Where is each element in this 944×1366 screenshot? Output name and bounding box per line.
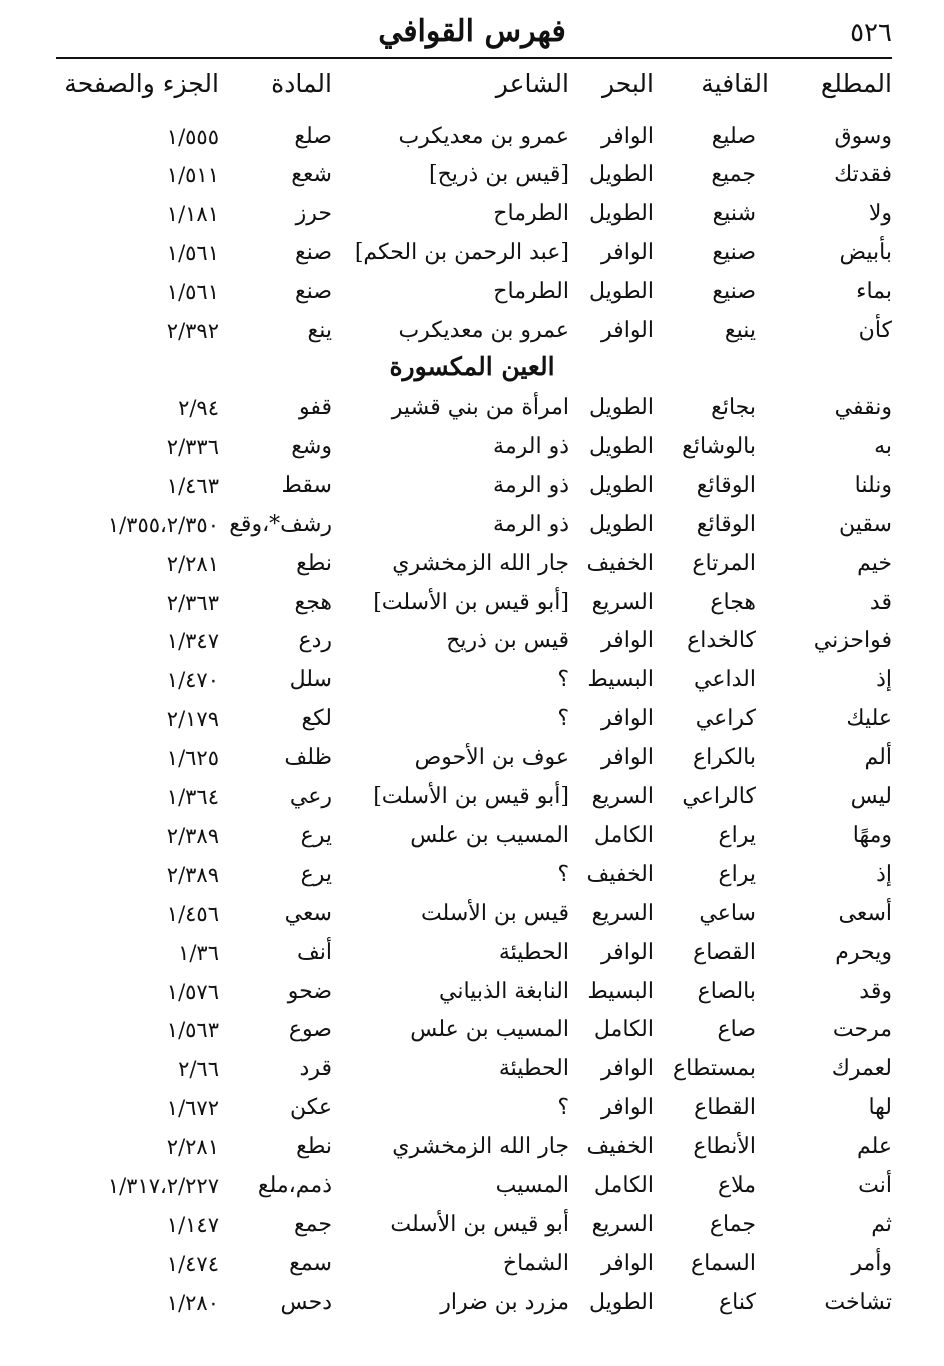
cell-page: ١/٥١١ [166, 163, 219, 187]
table-row [0, 780, 944, 818]
cell-page: ١/٥٦١ [166, 241, 219, 265]
cell-madda: وشع [291, 433, 332, 459]
column-header-page: الجزء والصفحة [64, 69, 219, 98]
table-row [0, 236, 944, 274]
table-row [0, 197, 944, 235]
cell-madda: سمع [289, 1250, 332, 1276]
cell-page: ١/٥٦٣ [166, 1018, 219, 1043]
cell-shaer: ؟ [557, 667, 569, 693]
table-row [0, 624, 944, 662]
table-row [0, 586, 944, 624]
cell-madda: نطع [296, 1134, 332, 1160]
cell-shaer: امرأة من بني قشير [391, 395, 569, 420]
table-row [0, 547, 944, 585]
cell-qafiya: كالراعي [682, 784, 756, 809]
table-row [0, 508, 944, 546]
cell-qafiya: صليع [711, 124, 756, 149]
cell-page: ٢/٢٨١ [166, 1135, 219, 1160]
cell-page: ١/٤٦٣ [166, 473, 219, 498]
cell-qafiya: يراع [718, 822, 756, 848]
page-title: فهرس القوافي [378, 14, 566, 49]
cell-madda: نطع [296, 550, 332, 576]
cell-shaer: ذو الرمة [493, 472, 569, 498]
table-row [0, 1013, 944, 1051]
table-row [0, 314, 944, 352]
cell-matla: به [874, 433, 892, 459]
table-row [0, 741, 944, 779]
table-row [0, 120, 944, 158]
cell-bahr: الطويل [588, 162, 654, 187]
cell-qafiya: الأنطاع [693, 1134, 756, 1160]
cell-qafiya: يراع [718, 861, 756, 887]
cell-page: ٢/٩٤ [178, 396, 219, 420]
cell-shaer: أبو قيس بن الأسلت [390, 1211, 569, 1237]
table-row [0, 391, 944, 429]
cell-shaer: جار الله الزمخشري [392, 550, 569, 576]
cell-shaer: قيس بن ذريح [446, 628, 569, 654]
cell-page: ١/٥٦١ [166, 280, 219, 304]
cell-madda: ظلف [284, 745, 332, 771]
cell-shaer: ؟ [557, 861, 569, 887]
cell-shaer: [قيس بن ذريح] [429, 162, 569, 187]
cell-page: ٢/٦٦ [178, 1057, 219, 1082]
cell-qafiya: ينيع [724, 318, 756, 343]
cell-madda: صنع [294, 279, 332, 304]
cell-bahr: الطويل [588, 201, 654, 226]
cell-page: ١/٣٤٧ [166, 629, 219, 654]
cell-bahr: السريع [591, 900, 654, 926]
cell-matla: ونقفي [834, 395, 892, 420]
cell-madda: سعي [284, 900, 332, 926]
cell-madda: قفو [298, 395, 332, 420]
cell-madda: جمع [293, 1211, 332, 1237]
cell-matla: كأن [858, 318, 892, 343]
cell-shaer: النابغة الذبياني [439, 978, 569, 1004]
cell-page: ١/٤٥٦ [166, 901, 219, 926]
cell-bahr: الخفيف [586, 1134, 654, 1160]
table-row [0, 1091, 944, 1129]
section-heading: العين المكسورة [389, 352, 555, 381]
cell-shaer: الحطيئة [498, 939, 569, 965]
table-row [0, 1052, 944, 1090]
cell-bahr: الوافر [601, 240, 654, 265]
cell-qafiya: بالكراع [692, 745, 756, 771]
cell-qafiya: المرتاع [692, 550, 756, 576]
cell-page: ١/١٤٧ [166, 1212, 219, 1237]
cell-matla: عليك [846, 706, 892, 732]
cell-bahr: الوافر [601, 628, 654, 654]
cell-shaer: عوف بن الأحوص [414, 745, 569, 771]
cell-matla: ليس [850, 784, 892, 809]
table-row [0, 158, 944, 196]
table-row [0, 1130, 944, 1168]
cell-page: ٢/٣٨٩ [166, 862, 219, 887]
cell-matla: أسعى [838, 900, 892, 926]
column-header-qafiya: القافية [701, 69, 769, 98]
cell-bahr: الطويل [588, 433, 654, 459]
cell-qafiya: الداعي [694, 667, 756, 693]
table-row [0, 702, 944, 740]
cell-madda: ردع [298, 628, 332, 654]
table-row [0, 819, 944, 857]
cell-shaer: [عبد الرحمن بن الحكم] [354, 240, 569, 265]
cell-bahr: الوافر [601, 124, 654, 149]
cell-bahr: الخفيف [586, 861, 654, 887]
cell-page: ١/١٨١ [166, 202, 219, 226]
cell-madda: ضحو [287, 978, 332, 1004]
cell-shaer: الطرماح [493, 279, 569, 304]
table-row [0, 663, 944, 701]
cell-shaer: مزرد بن ضرار [440, 1289, 569, 1315]
cell-madda: رعي [289, 784, 332, 809]
cell-shaer: عمرو بن معديكرب [398, 318, 569, 343]
cell-page: ١/٥٥٥ [166, 125, 219, 149]
cell-qafiya: هجاع [710, 589, 756, 615]
cell-bahr: السريع [591, 784, 654, 809]
cell-shaer: ؟ [557, 706, 569, 732]
table-row [0, 897, 944, 935]
cell-matla: ونلنا [854, 472, 892, 498]
cell-shaer: ذو الرمة [493, 433, 569, 459]
table-row [0, 858, 944, 896]
cell-bahr: الكامل [593, 1017, 654, 1043]
cell-matla: أنت [858, 1173, 892, 1198]
cell-madda: ينع [307, 318, 332, 343]
cell-bahr: الوافر [601, 745, 654, 771]
cell-matla: قد [869, 589, 892, 615]
cell-qafiya: صنيع [712, 279, 756, 304]
cell-page: ١/٦٧٢ [166, 1096, 219, 1121]
cell-shaer: المسيب [495, 1173, 569, 1198]
cell-bahr: الطويل [588, 511, 654, 537]
cell-qafiya: بمستطاع [673, 1056, 756, 1082]
cell-bahr: الوافر [601, 706, 654, 732]
cell-page: ١/٣١٧،٢/٢٢٧ [107, 1174, 219, 1198]
cell-shaer: الشماخ [502, 1250, 569, 1276]
cell-matla: خيم [857, 550, 892, 576]
table-row [0, 1169, 944, 1207]
cell-bahr: الوافر [601, 1056, 654, 1082]
cell-shaer: ذو الرمة [493, 511, 569, 537]
cell-madda: سقط [281, 472, 332, 498]
cell-qafiya: جميع [711, 162, 756, 187]
table-row [0, 275, 944, 313]
cell-matla: تشاخت [824, 1289, 892, 1315]
cell-bahr: الوافر [601, 1095, 654, 1121]
cell-qafiya: بجائع [711, 395, 756, 420]
table-row [0, 1208, 944, 1246]
cell-qafiya: ملاع [717, 1173, 756, 1198]
cell-shaer: [أبو قيس بن الأسلت] [373, 784, 569, 809]
cell-madda: دحس [280, 1289, 332, 1315]
cell-shaer: جار الله الزمخشري [392, 1134, 569, 1160]
cell-bahr: الكامل [593, 1173, 654, 1198]
cell-page: ١/٤٧٠ [166, 668, 219, 693]
cell-matla: وقد [859, 978, 892, 1004]
cell-madda: حرز [295, 201, 332, 226]
cell-shaer: المسيب بن علس [410, 822, 569, 848]
cell-madda: صنع [294, 240, 332, 265]
cell-madda: يرع [300, 861, 332, 887]
cell-qafiya: صاع [717, 1017, 756, 1043]
cell-page: ٢/٣٨٩ [166, 823, 219, 848]
cell-madda: هجع [294, 589, 332, 615]
cell-page: ٢/٢٨١ [166, 551, 219, 576]
cell-page: ١/٥٧٦ [166, 979, 219, 1004]
cell-qafiya: جماع [709, 1211, 756, 1237]
cell-qafiya: صنيع [712, 240, 756, 265]
column-header-matla: المطلع [820, 69, 892, 98]
cell-bahr: الطويل [588, 395, 654, 420]
cell-shaer: الحطيئة [498, 1056, 569, 1082]
column-header-madda: المادة [271, 69, 332, 98]
cell-bahr: الوافر [601, 318, 654, 343]
cell-page: ١/٣٦ [178, 940, 219, 965]
cell-madda: رشف*،وقع [229, 511, 332, 537]
table-row [0, 430, 944, 468]
cell-page: ٢/٣٣٦ [166, 434, 219, 459]
cell-bahr: السريع [591, 589, 654, 615]
cell-madda: قرد [299, 1056, 332, 1082]
cell-matla: فقدتك [834, 162, 892, 187]
cell-qafiya: كالخداع [687, 628, 756, 654]
cell-madda: أنف [296, 939, 332, 965]
cell-bahr: الطويل [588, 1289, 654, 1315]
cell-madda: سلل [289, 667, 332, 693]
cell-bahr: الوافر [601, 939, 654, 965]
column-header-bahr: البحر [601, 69, 654, 98]
cell-matla: علم [856, 1134, 892, 1160]
cell-bahr: الطويل [588, 472, 654, 498]
cell-shaer: [أبو قيس بن الأسلت] [373, 589, 569, 615]
cell-qafiya: كراعي [695, 706, 756, 732]
page-number: ٥٢٦ [850, 18, 892, 48]
table-row [0, 936, 944, 974]
cell-matla: فواحزني [813, 628, 892, 654]
cell-matla: إذ [876, 667, 892, 693]
cell-qafiya: ساعي [699, 900, 756, 926]
table-row [0, 1247, 944, 1285]
cell-shaer: المسيب بن علس [410, 1017, 569, 1043]
cell-madda: يرع [300, 822, 332, 848]
cell-bahr: الطويل [588, 279, 654, 304]
column-header-row [0, 66, 944, 106]
column-header-shaer: الشاعر [495, 69, 569, 98]
cell-page: ٢/٣٩٢ [166, 319, 219, 343]
cell-shaer: ؟ [557, 1095, 569, 1121]
cell-matla: ثم [871, 1211, 892, 1237]
cell-madda: عكن [289, 1095, 332, 1121]
cell-madda: صوع [288, 1017, 332, 1043]
cell-matla: لعمرك [831, 1056, 892, 1082]
cell-qafiya: بالوشائع [682, 433, 756, 459]
cell-matla: سقين [839, 511, 892, 537]
cell-matla: ومهًا [852, 822, 892, 848]
cell-page: ٢/٣٦٣ [166, 590, 219, 615]
cell-page: ٢/١٧٩ [166, 707, 219, 732]
cell-bahr: السريع [591, 1211, 654, 1237]
cell-qafiya: الوقائع [696, 511, 756, 537]
cell-bahr: البسيط [587, 978, 654, 1004]
cell-madda: لكع [301, 706, 332, 732]
cell-matla: إذ [876, 861, 892, 887]
cell-qafiya: السماع [691, 1250, 756, 1276]
cell-shaer: عمرو بن معديكرب [398, 124, 569, 149]
cell-qafiya: القطاع [694, 1095, 756, 1121]
cell-madda: ذمم،ملع [257, 1173, 332, 1198]
cell-matla: ويحرم [835, 939, 892, 965]
cell-page: ١/٣٥٥،٢/٣٥٠ [107, 512, 219, 537]
table-row [0, 975, 944, 1013]
cell-qafiya: بالصاع [697, 978, 756, 1004]
cell-page: ١/٢٨٠ [166, 1290, 219, 1315]
cell-bahr: الوافر [601, 1250, 654, 1276]
cell-qafiya: الوقائع [696, 472, 756, 498]
cell-matla: ولا [868, 201, 892, 226]
cell-madda: شعع [291, 162, 332, 187]
cell-qafiya: كناع [719, 1289, 756, 1315]
cell-shaer: الطرماح [493, 201, 569, 226]
cell-matla: لها [868, 1095, 892, 1121]
cell-matla: بماء [856, 279, 892, 304]
cell-matla: وسوق [834, 124, 892, 149]
cell-page: ١/٦٢٥ [166, 746, 219, 771]
header-rule [56, 57, 892, 59]
cell-qafiya: القصاع [693, 939, 756, 965]
table-row [0, 1286, 944, 1324]
cell-matla: وأمر [851, 1250, 892, 1276]
cell-qafiya: شنيع [712, 201, 756, 226]
cell-matla: بأبيض [839, 240, 892, 265]
cell-matla: مرحت [832, 1017, 892, 1043]
cell-bahr: الكامل [593, 822, 654, 848]
table-row [0, 469, 944, 507]
cell-bahr: الخفيف [586, 550, 654, 576]
cell-shaer: قيس بن الأسلت [420, 900, 569, 926]
cell-page: ١/٣٦٤ [166, 785, 219, 809]
cell-matla: ألم [864, 745, 892, 771]
cell-page: ١/٤٧٤ [166, 1251, 219, 1276]
cell-madda: صلع [294, 124, 332, 149]
cell-bahr: البسيط [587, 667, 654, 693]
